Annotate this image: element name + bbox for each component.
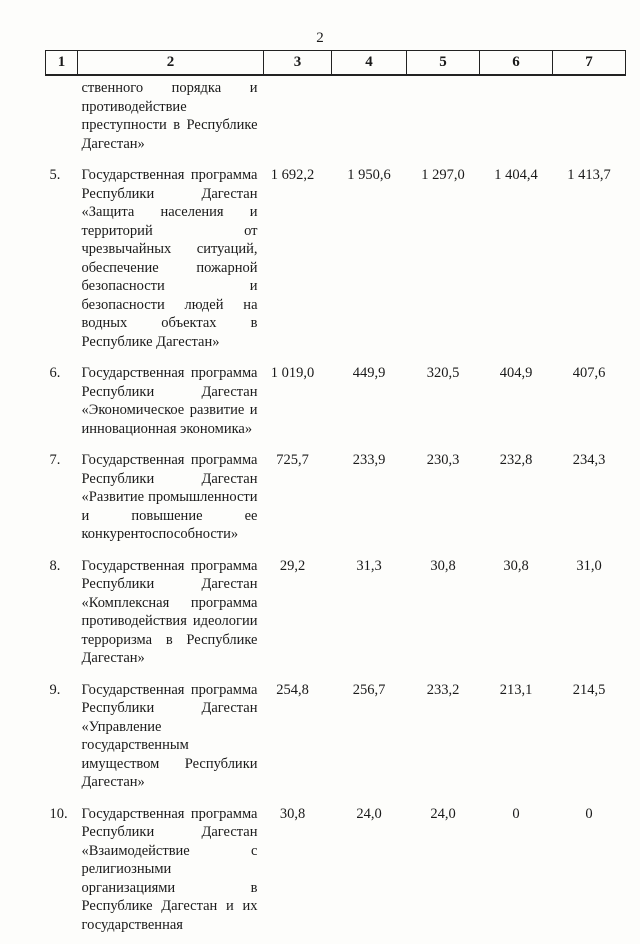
value-cell: 230,3: [407, 448, 480, 554]
program-name: Государственная программа Республики Дагестан «Взаимодействие с религиозными организациями в Республике Дагестан и их государственная: [78, 802, 264, 944]
program-name: Государственная программа Республики Дагестан «Развитие промышленности и повышение ее конкурентоспособности»: [78, 448, 264, 554]
program-name: Государственная программа Республики Дагестан «Управление государственным имуществом Республики Дагестан»: [78, 678, 264, 802]
row-number: 9.: [46, 678, 78, 802]
value-cell: 232,8: [480, 448, 553, 554]
value-cell: 1 297,0: [407, 163, 480, 361]
table-row: [46, 554, 626, 678]
row-number: 10.: [46, 802, 78, 944]
value-cell: 1 413,7: [553, 163, 626, 361]
table-body: [46, 75, 626, 944]
table-header: [46, 51, 626, 76]
value-cell: 233,2: [407, 678, 480, 802]
value-cell: 725,7: [264, 448, 332, 554]
program-name: Государственная программа Республики Дагестан «Комплексная программа противодействия идеологии терроризма в Республике Дагестан»: [78, 554, 264, 678]
table-row: [46, 802, 626, 944]
value-cell: 233,9: [332, 448, 407, 554]
value-cell: 30,8: [407, 554, 480, 678]
program-name: ственного порядка и противодействие преступности в Республике Дагестан»: [78, 75, 264, 163]
row-number: 8.: [46, 554, 78, 678]
column-header: 5: [407, 51, 480, 76]
value-cell: [480, 75, 553, 163]
row-number: 6.: [46, 361, 78, 448]
column-header: 3: [264, 51, 332, 76]
value-cell: 1 404,4: [480, 163, 553, 361]
value-cell: [264, 75, 332, 163]
column-header: 7: [553, 51, 626, 76]
value-cell: 449,9: [332, 361, 407, 448]
value-cell: 24,0: [407, 802, 480, 944]
value-cell: 30,8: [480, 554, 553, 678]
table-row: [46, 75, 626, 163]
value-cell: 24,0: [332, 802, 407, 944]
value-cell: 234,3: [553, 448, 626, 554]
table-row: [46, 448, 626, 554]
program-name: Государственная программа Республики Дагестан «Защита населения и территорий от чрезвычайных ситуаций, обеспечение пожарной безопасности и безопасности людей на водных объектах в Республике Дагестан»: [78, 163, 264, 361]
program-funding-table: [45, 50, 626, 944]
value-cell: 1 692,2: [264, 163, 332, 361]
value-cell: 31,3: [332, 554, 407, 678]
row-number: 7.: [46, 448, 78, 554]
value-cell: 404,9: [480, 361, 553, 448]
value-cell: [407, 75, 480, 163]
column-header: 4: [332, 51, 407, 76]
program-name: Государственная программа Республики Дагестан «Экономическое развитие и инновационная экономика»: [78, 361, 264, 448]
value-cell: 0: [480, 802, 553, 944]
column-header: 6: [480, 51, 553, 76]
value-cell: [332, 75, 407, 163]
header-row: [46, 51, 626, 76]
row-number: 5.: [46, 163, 78, 361]
value-cell: 320,5: [407, 361, 480, 448]
value-cell: 214,5: [553, 678, 626, 802]
value-cell: 29,2: [264, 554, 332, 678]
page-number: 2: [0, 30, 640, 47]
column-header: 2: [78, 51, 264, 76]
column-header: 1: [46, 51, 78, 76]
value-cell: 1 019,0: [264, 361, 332, 448]
value-cell: 30,8: [264, 802, 332, 944]
value-cell: [553, 75, 626, 163]
row-number: [46, 75, 78, 163]
table-row: [46, 678, 626, 802]
value-cell: 1 950,6: [332, 163, 407, 361]
table-row: [46, 361, 626, 448]
value-cell: 0: [553, 802, 626, 944]
value-cell: 254,8: [264, 678, 332, 802]
value-cell: 407,6: [553, 361, 626, 448]
value-cell: 256,7: [332, 678, 407, 802]
value-cell: 213,1: [480, 678, 553, 802]
table-row: [46, 163, 626, 361]
value-cell: 31,0: [553, 554, 626, 678]
